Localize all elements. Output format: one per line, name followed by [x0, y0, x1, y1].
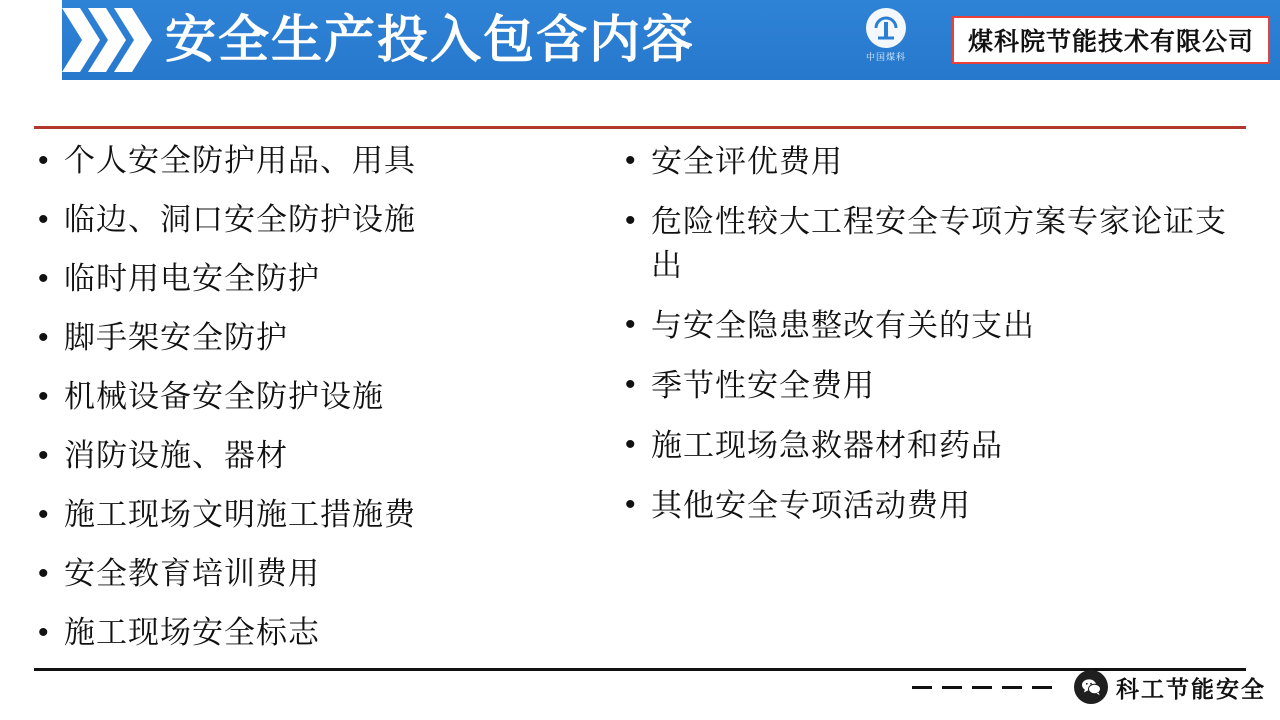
list-item-label: 个人安全防护用品、用具 [64, 143, 416, 179]
bullet-icon: • [38, 616, 49, 649]
bullet-icon: • [38, 262, 49, 295]
list-item-label: 机械设备安全防护设施 [64, 379, 384, 415]
footer-watermark [912, 666, 1266, 708]
bullet-icon: • [625, 144, 636, 177]
bullet-icon: • [38, 144, 49, 177]
bullet-icon: • [38, 557, 49, 590]
list-item [38, 612, 615, 654]
slide-header [0, 0, 1280, 80]
list-item [38, 376, 615, 418]
list-item-label: 其他安全专项活动费用 [651, 488, 971, 524]
list-item-label: 临时用电安全防护 [64, 261, 320, 297]
left-column [0, 140, 615, 660]
bullet-icon: • [625, 488, 636, 521]
list-item-label: 安全评优费用 [651, 144, 843, 180]
list-item-label: 施工现场安全标志 [64, 615, 320, 651]
top-divider [34, 126, 1246, 129]
list-item [38, 199, 615, 241]
logo-caption: 中国煤科 [865, 52, 906, 62]
list-item [625, 140, 1280, 184]
header-left-white-block [0, 0, 62, 80]
bullet-icon: • [625, 308, 636, 341]
list-item [625, 424, 1280, 468]
list-item-label: 季节性安全费用 [651, 368, 875, 404]
list-item-label: 安全教育培训费用 [64, 556, 320, 592]
list-item [38, 494, 615, 536]
company-name: 煤科院节能技术有限公司 [967, 27, 1254, 56]
list-item [625, 304, 1280, 348]
bullet-icon: • [38, 380, 49, 413]
content-columns [0, 140, 1280, 660]
list-item [38, 317, 615, 359]
list-item-label: 消防设施、器材 [64, 438, 288, 474]
list-item-label: 施工现场急救器材和药品 [651, 428, 1003, 464]
coal-science-logo-icon [866, 8, 906, 48]
bullet-icon: • [38, 203, 49, 236]
page-title: 安全生产投入包含内容 [165, 10, 696, 70]
list-item [625, 484, 1280, 528]
list-item [625, 200, 1280, 288]
bullet-icon: • [38, 498, 49, 531]
list-item-label: 与安全隐患整改有关的支出 [651, 308, 1035, 344]
chevron-right-icon [114, 8, 152, 72]
list-item [38, 140, 615, 182]
list-item-label: 临边、洞口安全防护设施 [64, 202, 416, 238]
list-item [38, 258, 615, 300]
right-column [615, 140, 1280, 660]
list-item [38, 435, 615, 477]
organization-logo [855, 8, 917, 72]
company-name-box [952, 16, 1270, 64]
bullet-icon: • [625, 428, 636, 461]
list-item [625, 364, 1280, 408]
wechat-account-icon [1074, 670, 1108, 704]
list-item-label: 脚手架安全防护 [64, 320, 288, 356]
list-item-label: 危险性较大工程安全专项方案专家论证支出 [651, 204, 1227, 284]
bullet-icon: • [625, 368, 636, 401]
list-item [38, 553, 615, 595]
bullet-icon: • [38, 439, 49, 472]
bullet-icon: • [625, 204, 636, 237]
chevron-decoration [62, 0, 157, 80]
bullet-icon: • [38, 321, 49, 354]
watermark-label: 科工节能安全 [1116, 676, 1266, 703]
dashed-line [912, 686, 1062, 689]
list-item-label: 施工现场文明施工措施费 [64, 497, 416, 533]
